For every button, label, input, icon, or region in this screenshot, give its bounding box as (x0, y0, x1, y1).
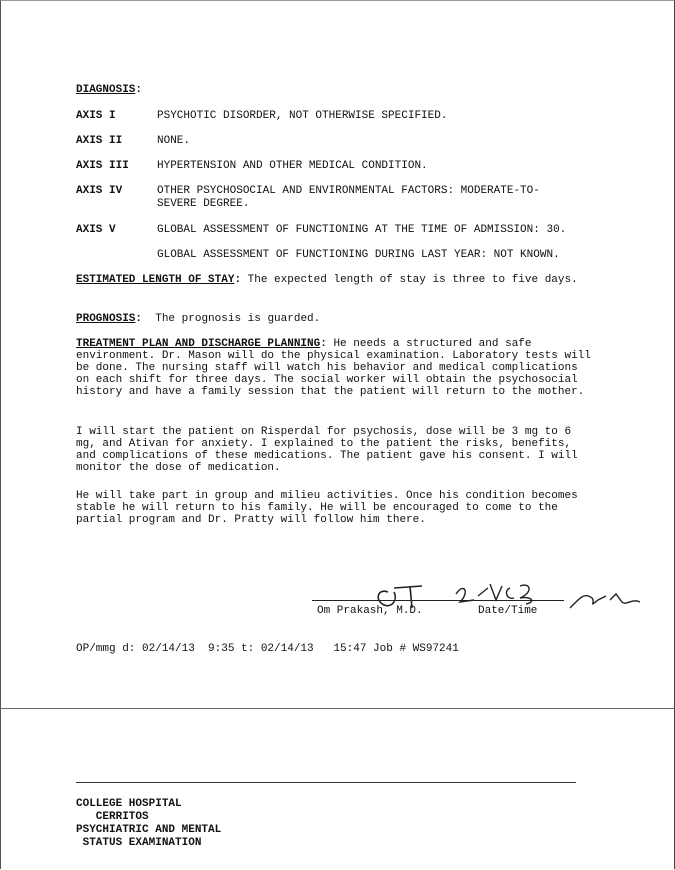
axis-5-label: AXIS V (76, 224, 116, 236)
prognosis-heading: PROGNOSIS (76, 313, 136, 325)
activities-paragraph: He will take part in group and milieu activities. Once his condition becomes stable he will return to his family. He will be encouraged to come to the partial program and Dr. Pratty will follow him there. (76, 490, 578, 526)
footer-hospital-name: COLLEGE HOSPITAL (76, 798, 182, 810)
axis-5-text-lastyear: GLOBAL ASSESSMENT OF FUNCTIONING DURING LAST YEAR: NOT KNOWN. (157, 249, 560, 261)
axis-1-label: AXIS I (76, 110, 116, 122)
length-of-stay-heading: ESTIMATED LENGTH OF STAY (76, 274, 235, 286)
dictation-info: OP/mmg d: 02/14/13 9:35 t: 02/14/13 15:47 Job # WS97241 (76, 643, 459, 655)
date-time-label: Date/Time (478, 605, 538, 617)
footer-report-type: PSYCHIATRIC AND MENTAL (76, 824, 222, 836)
prognosis-paragraph (76, 313, 320, 325)
length-of-stay-colon: : (234, 274, 242, 286)
diagnosis-heading-text: DIAGNOSIS (76, 84, 136, 96)
axis-2-label: AXIS II (76, 135, 123, 147)
diagnosis-colon: : (135, 84, 143, 96)
axis-1-text: PSYCHOTIC DISORDER, NOT OTHERWISE SPECIFIED. (157, 110, 448, 122)
axis-3-label: AXIS III (76, 160, 129, 172)
axis-2-text: NONE. (157, 135, 191, 147)
page-divider (0, 708, 675, 709)
medication-paragraph: I will start the patient on Risperdal for psychosis, dose will be 3 mg to 6 mg, and Ativan for anxiety. I explained to the patient the risks, benefits, and complications of these medications. The patient gave his consent. I will monitor the dose of medication. (76, 426, 578, 474)
prognosis-colon: : (135, 313, 143, 325)
treatment-text: He needs a structured and safe environment. Dr. Mason will do the physical examination. Laboratory tests will be done. The nursing staff will watch his behavior and medical complications on each shift for three days. The social worker will obtain the psychosocial history and have a family session that the patient will return to the mother. (76, 338, 591, 398)
axis-4-text-cont: SEVERE DEGREE. (157, 198, 250, 210)
axis-4-label: AXIS IV (76, 185, 123, 197)
prognosis-text: The prognosis is guarded. (142, 313, 321, 325)
treatment-colon: : (320, 338, 327, 350)
diagnosis-heading (76, 84, 142, 96)
axis-5-text: GLOBAL ASSESSMENT OF FUNCTIONING AT THE TIME OF ADMISSION: 30. (157, 224, 567, 236)
treatment-paragraph (76, 338, 596, 398)
footer-report-type-cont: STATUS EXAMINATION (76, 837, 202, 849)
footer-rule (76, 782, 576, 783)
axis-4-text: OTHER PSYCHOSOCIAL AND ENVIRONMENTAL FACTORS: MODERATE-TO- (157, 185, 540, 197)
physician-name: Om Prakash, M.D. (317, 605, 423, 617)
footer-city: CERRITOS (76, 811, 149, 823)
length-of-stay-text: The expected length of stay is three to five days. (241, 274, 578, 286)
length-of-stay-paragraph (76, 274, 596, 286)
axis-3-text: HYPERTENSION AND OTHER MEDICAL CONDITION. (157, 160, 428, 172)
treatment-heading: TREATMENT PLAN AND DISCHARGE PLANNING (76, 338, 321, 350)
